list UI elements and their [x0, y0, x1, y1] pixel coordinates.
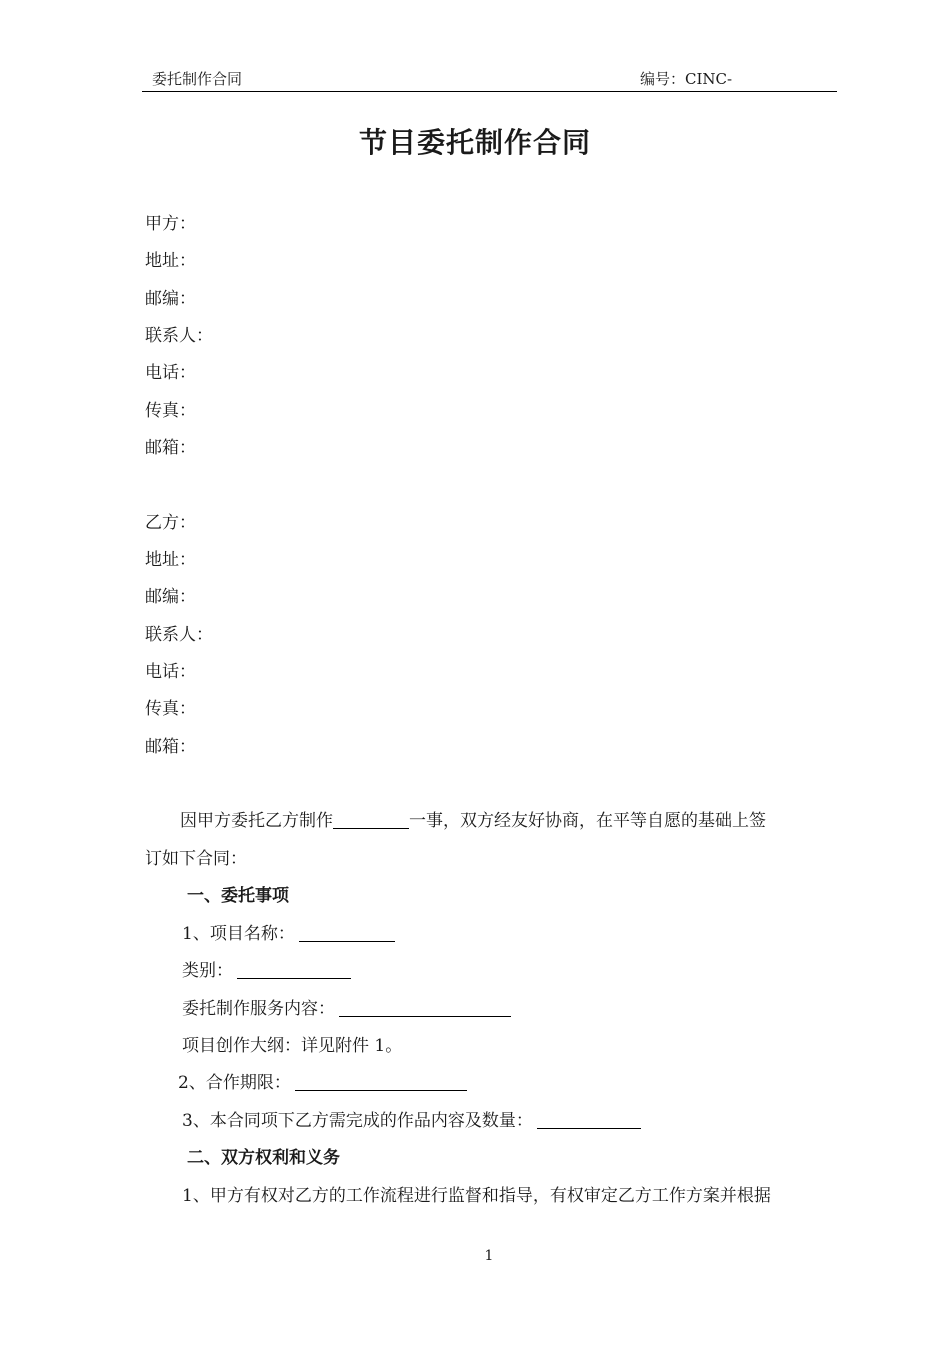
service-label: 委托制作服务内容： [182, 999, 335, 1019]
party-a-phone-label: 电话： [145, 363, 196, 383]
section-2-heading: 二、双方权利和义务 [187, 1148, 340, 1168]
deliverables-label: 3、本合同项下乙方需完成的作品内容及数量： [182, 1111, 533, 1131]
project-name-row [182, 919, 395, 944]
party-b-phone-label: 电话： [145, 662, 196, 682]
deliverables-row [182, 1106, 641, 1131]
page-title: 节目委托制作合同 [358, 126, 591, 159]
party-b-address-label: 地址： [145, 550, 196, 570]
party-b-fax-label: 传真： [145, 699, 196, 719]
project-blank[interactable] [333, 811, 409, 829]
party-b-contact-label: 联系人： [145, 625, 213, 645]
category-blank[interactable] [237, 961, 351, 979]
term-row [178, 1068, 467, 1093]
outline-text: 项目创作大纲：详见附件 1。 [182, 1036, 403, 1056]
party-a-name-label: 甲方： [145, 214, 196, 234]
party-b-email-label: 邮箱： [145, 737, 196, 757]
header-doc-title: 委托制作合同 [152, 70, 243, 88]
term-label: 2、合作期限： [178, 1073, 291, 1093]
section-1-heading: 一、委托事项 [187, 886, 289, 906]
header-doc-number: 编号：CINC- [640, 70, 733, 88]
project-name-label: 1、项目名称： [182, 924, 295, 944]
category-row [182, 956, 351, 981]
intro-line-1 [180, 806, 766, 831]
intro-text-before: 因甲方委托乙方制作 [180, 811, 333, 831]
section-2-item-1: 1、甲方有权对乙方的工作流程进行监督和指导，有权审定乙方工作方案并根据 [182, 1186, 771, 1206]
header-rule [142, 91, 837, 92]
party-a-postcode-label: 邮编： [145, 289, 196, 309]
category-label: 类别： [182, 961, 233, 981]
party-a-contact-label: 联系人： [145, 326, 213, 346]
deliverables-blank[interactable] [537, 1111, 641, 1129]
page-number: 1 [484, 1248, 494, 1264]
party-b-postcode-label: 邮编： [145, 587, 196, 607]
service-row [182, 994, 511, 1019]
term-blank[interactable] [295, 1073, 467, 1091]
service-blank[interactable] [339, 999, 511, 1017]
intro-text-after: 一事，双方经友好协商，在平等自愿的基础上签 [409, 811, 766, 831]
party-a-address-label: 地址： [145, 251, 196, 271]
party-a-email-label: 邮箱： [145, 438, 196, 458]
project-name-blank[interactable] [299, 924, 395, 942]
party-a-fax-label: 传真： [145, 401, 196, 421]
party-b-name-label: 乙方： [145, 513, 196, 533]
intro-line-2: 订如下合同： [145, 849, 247, 869]
